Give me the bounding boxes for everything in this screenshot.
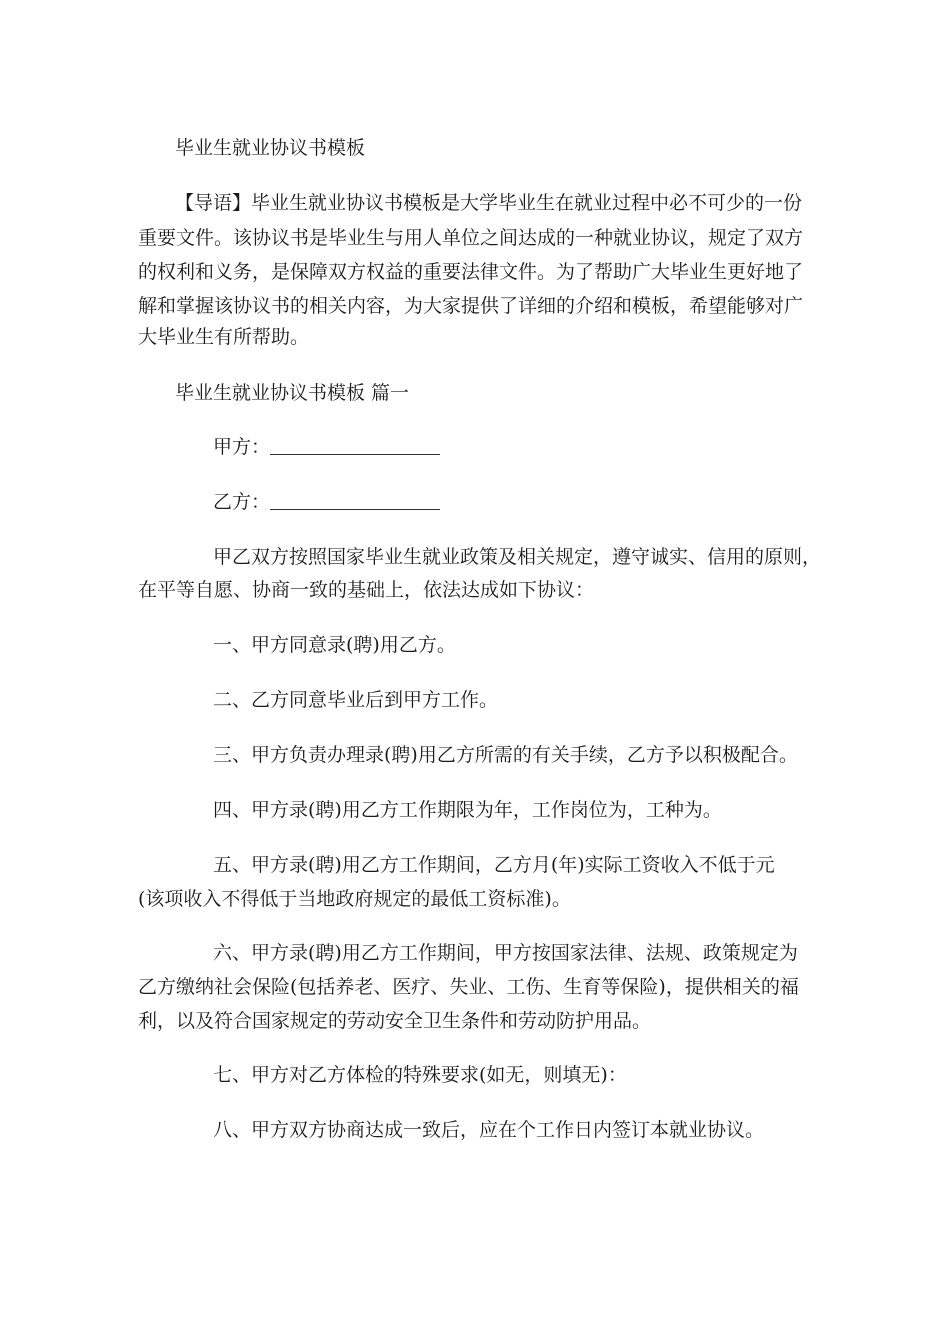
clause-4: 四、甲方录(聘)用乙方工作期限为年，工作岗位为，工种为。 bbox=[213, 799, 722, 821]
preamble-line: 甲乙双方按照国家毕业生就业政策及相关规定，遵守诚实、信用的原则， bbox=[213, 546, 822, 568]
intro-line: 【导语】毕业生就业协议书模板是大学毕业生在就业过程中必不可少的一份 bbox=[175, 192, 803, 214]
clause-7: 七、甲方对乙方体检的特殊要求(如无，则填无)： bbox=[213, 1064, 627, 1086]
clause-5-line: (该项收入不得低于当地政府规定的最低工资标准)。 bbox=[138, 888, 571, 910]
clause-6-line: 六、甲方录(聘)用乙方工作期间，甲方按国家法律、法规、政策规定为 bbox=[213, 942, 798, 964]
clause-8: 八、甲方双方协商达成一致后，应在个工作日内签订本就业协议。 bbox=[213, 1119, 765, 1141]
party-a-blank bbox=[270, 436, 440, 455]
party-a-label: 甲方： bbox=[213, 436, 271, 458]
preamble-line: 在平等自愿、协商一致的基础上，依法达成如下协议： bbox=[138, 579, 595, 601]
intro-line: 重要文件。该协议书是毕业生与用人单位之间达成的一种就业协议，规定了双方 bbox=[138, 227, 804, 249]
clause-2: 二、乙方同意毕业后到甲方工作。 bbox=[213, 689, 499, 711]
party-a-row bbox=[213, 435, 893, 459]
section-heading: 毕业生就业协议书模板 篇一 bbox=[175, 382, 410, 404]
intro-line: 大毕业生有所帮助。 bbox=[138, 326, 310, 348]
intro-line: 的权利和义务，是保障双方权益的重要法律文件。为了帮助广大毕业生更好地了 bbox=[138, 261, 804, 283]
clause-3: 三、甲方负责办理录(聘)用乙方所需的有关手续，乙方予以积极配合。 bbox=[213, 744, 798, 766]
intro-line: 解和掌握该协议书的相关内容，为大家提供了详细的介绍和模板，希望能够对广 bbox=[138, 295, 804, 317]
party-b-label: 乙方： bbox=[213, 491, 271, 513]
clause-1: 一、甲方同意录(聘)用乙方。 bbox=[213, 634, 456, 656]
party-b-blank bbox=[270, 491, 440, 510]
document-title: 毕业生就业协议书模板 bbox=[175, 137, 366, 159]
clause-5-line: 五、甲方录(聘)用乙方工作期间，乙方月(年)实际工资收入不低于元 bbox=[213, 854, 775, 876]
party-b-row bbox=[213, 490, 893, 514]
clause-6-line: 乙方缴纳社会保险(包括养老、医疗、失业、工伤、生育等保险)，提供相关的福 bbox=[138, 976, 799, 998]
clause-6-line: 利，以及符合国家规定的劳动安全卫生条件和劳动防护用品。 bbox=[138, 1010, 652, 1032]
